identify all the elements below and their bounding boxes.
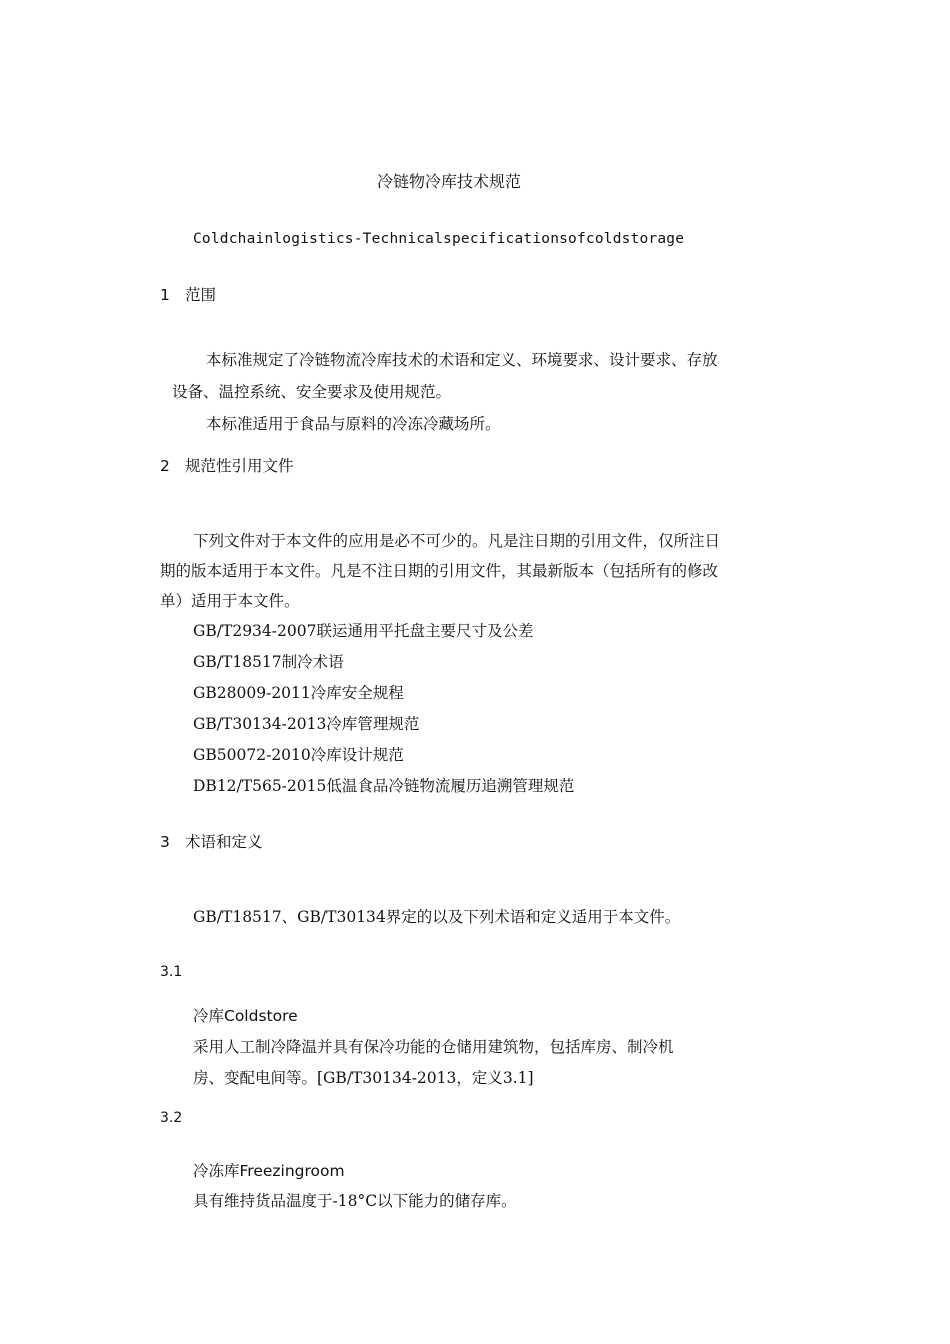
section-1-number: 1 (160, 286, 170, 304)
reference-item: GB/T30134-2013冷库管理规范 (193, 715, 420, 733)
reference-item: DB12/T565-2015低温食品冷链物流履历追溯管理规范 (193, 777, 575, 795)
section-2-heading: 规范性引用文件 (185, 457, 294, 475)
section-2-paragraph-line: 下列文件对于本文件的应用是必不可少的。凡是注日期的引用文件，仅所注日 (193, 532, 721, 550)
term-number: 3.2 (160, 1110, 183, 1126)
section-2-paragraph-line: 期的版本适用于本文件。凡是不注日期的引用文件，其最新版本（包括所有的修改 (160, 562, 719, 580)
term-title: 冷冻库Freezingroom (193, 1162, 345, 1180)
section-3-number: 3 (160, 833, 170, 851)
term-title: 冷库Coldstore (193, 1007, 298, 1025)
section-1-heading: 范围 (185, 286, 217, 304)
section-1-paragraph-line: 本标准适用于食品与原料的冷冻冷藏场所。 (206, 415, 501, 433)
reference-item: GB/T18517制冷术语 (193, 653, 344, 671)
document-title: 冷链物冷库技术规范 (377, 172, 522, 191)
term-definition-line: 采用人工制冷降温并具有保冷功能的仓储用建筑物，包括库房、制冷机 (193, 1038, 674, 1056)
section-2-number: 2 (160, 457, 170, 475)
section-1-paragraph-line: 本标准规定了冷链物流冷库技术的术语和定义、环境要求、设计要求、存放 (206, 351, 718, 369)
section-2-paragraph-line: 单）适用于本文件。 (160, 592, 300, 610)
term-number: 3.1 (160, 964, 183, 980)
reference-item: GB/T2934-2007联运通用平托盘主要尺寸及公差 (193, 622, 534, 640)
section-3-paragraph-line: GB/T18517、GB/T30134界定的以及下列术语和定义适用于本文件。 (193, 908, 681, 926)
term-definition-line: 房、变配电间等。[GB/T30134-2013，定义3.1] (193, 1069, 534, 1087)
document-subtitle: Coldchainlogistics-Technicalspecificationsofcoldstorage (193, 231, 685, 247)
reference-item: GB28009-2011冷库安全规程 (193, 684, 404, 702)
reference-item: GB50072-2010冷库设计规范 (193, 746, 404, 764)
section-3-heading: 术语和定义 (185, 833, 263, 851)
section-1-paragraph-line: 设备、温控系统、安全要求及使用规范。 (172, 383, 452, 401)
term-definition-line: 具有维持货品温度于-18°C以下能力的储存库。 (193, 1192, 517, 1210)
